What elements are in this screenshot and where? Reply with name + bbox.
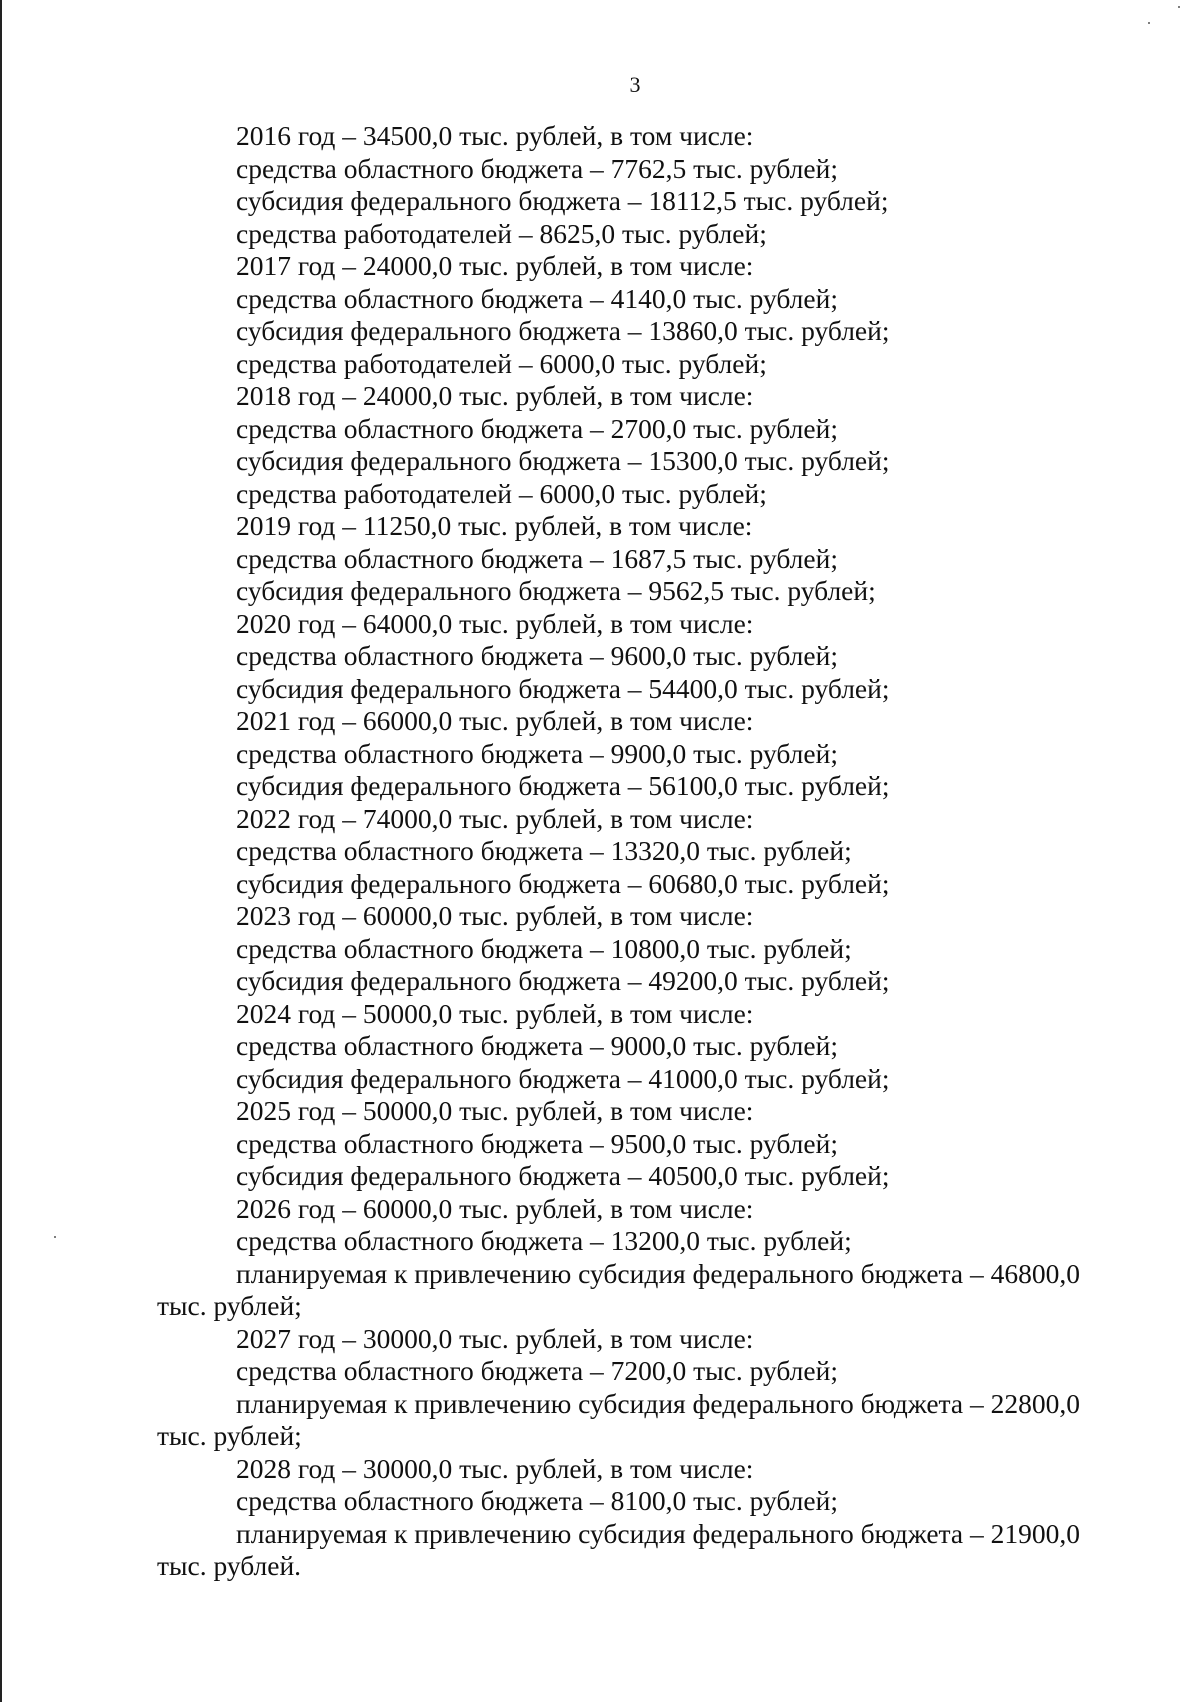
text-line: субсидия федерального бюджета – 40500,0 тыс. рублей; [236, 1160, 890, 1191]
text-line: средства работодателей – 6000,0 тыс. рублей; [236, 477, 767, 509]
text-line: средства областного бюджета – 8100,0 тыс. рублей; [236, 1485, 838, 1516]
text-line: средства работодателей – 8625,0 тыс. рублей; [236, 217, 767, 249]
text-line: средства областного бюджета – 9000,0 тыс. рублей; [236, 1030, 838, 1061]
text-line: средства областного бюджета – 9600,0 тыс. рублей; [236, 640, 838, 671]
text-line: средства областного бюджета – 7762,5 тыс. рублей; [236, 152, 838, 184]
text-line: 2019 год – 11250,0 тыс. рублей, в том числе: [236, 510, 753, 541]
text-line-continuation: тыс. рублей. [157, 1550, 302, 1581]
text-line: планируемая к привлечению субсидия федерального бюджета – 21900,0 [236, 1517, 1080, 1549]
text-line: средства областного бюджета – 2700,0 тыс. рублей; [236, 412, 838, 444]
document-body [157, 120, 1122, 1583]
text-line: 2024 год – 50000,0 тыс. рублей, в том числе: [236, 997, 754, 1029]
text-line: средства областного бюджета – 7200,0 тыс. рублей; [236, 1355, 838, 1386]
text-line: средства областного бюджета – 1687,5 тыс. рублей; [236, 542, 838, 574]
text-line: 2027 год – 30000,0 тыс. рублей, в том числе: [236, 1322, 754, 1354]
text-line: 2020 год – 64000,0 тыс. рублей, в том числе: [236, 607, 754, 639]
scan-speck [1148, 22, 1150, 24]
text-line: средства работодателей – 6000,0 тыс. рублей; [236, 347, 767, 379]
text-line: субсидия федерального бюджета – 54400,0 тыс. рублей; [236, 672, 890, 704]
text-line: средства областного бюджета – 9500,0 тыс. рублей; [236, 1127, 838, 1159]
text-line: средства областного бюджета – 9900,0 тыс. рублей; [236, 737, 838, 769]
text-line: субсидия федерального бюджета – 49200,0 тыс. рублей; [236, 965, 890, 996]
scan-left-edge [0, 0, 2, 1702]
text-line: 2018 год – 24000,0 тыс. рублей, в том числе: [236, 380, 754, 411]
text-line: субсидия федерального бюджета – 13860,0 тыс. рублей; [236, 315, 890, 346]
text-line: средства областного бюджета – 10800,0 тыс. рублей; [236, 932, 852, 964]
text-line: субсидия федерального бюджета – 56100,0 тыс. рублей; [236, 770, 890, 801]
text-line-continuation: тыс. рублей; [157, 1290, 302, 1321]
text-line: 2026 год – 60000,0 тыс. рублей, в том числе: [236, 1192, 754, 1224]
text-line: субсидия федерального бюджета – 18112,5 тыс. рублей; [236, 185, 889, 216]
scan-speck [54, 1236, 56, 1238]
text-line: планируемая к привлечению субсидия федерального бюджета – 22800,0 [236, 1387, 1080, 1419]
text-line: планируемая к привлечению субсидия федерального бюджета – 46800,0 [236, 1257, 1080, 1289]
scan-speck [1178, 6, 1180, 8]
text-line: 2017 год – 24000,0 тыс. рублей, в том числе: [236, 250, 754, 281]
text-line-continuation: тыс. рублей; [157, 1420, 302, 1451]
text-line: субсидия федерального бюджета – 9562,5 тыс. рублей; [236, 575, 876, 606]
page-number: 3 [629, 72, 641, 97]
text-line: субсидия федерального бюджета – 60680,0 тыс. рублей; [236, 867, 890, 899]
text-line: 2022 год – 74000,0 тыс. рублей, в том числе: [236, 802, 754, 834]
text-line: 2016 год – 34500,0 тыс. рублей, в том числе: [236, 120, 754, 151]
text-line: 2021 год – 66000,0 тыс. рублей, в том числе: [236, 705, 754, 736]
text-line: субсидия федерального бюджета – 41000,0 тыс. рублей; [236, 1062, 890, 1094]
text-line: 2025 год – 50000,0 тыс. рублей, в том числе: [236, 1095, 754, 1126]
text-line: субсидия федерального бюджета – 15300,0 тыс. рублей; [236, 445, 890, 476]
text-line: средства областного бюджета – 13320,0 тыс. рублей; [236, 835, 852, 866]
text-line: 2023 год – 60000,0 тыс. рублей, в том числе: [236, 900, 754, 931]
text-line: 2028 год – 30000,0 тыс. рублей, в том числе: [236, 1452, 754, 1484]
text-line: средства областного бюджета – 4140,0 тыс. рублей; [236, 282, 838, 314]
text-line: средства областного бюджета – 13200,0 тыс. рублей; [236, 1225, 852, 1256]
